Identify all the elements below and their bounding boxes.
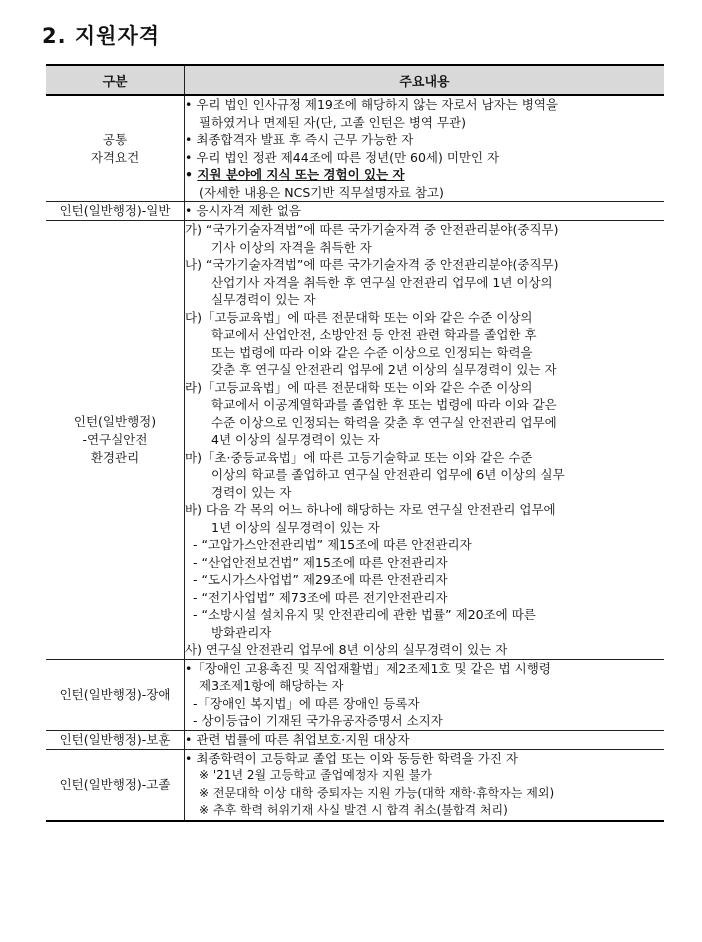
- item-continuation: 1년 이상의 실무경력이 있는 자: [211, 519, 380, 535]
- item-continuation: 학교에서 산업안전, 소방안전 등 안전 관련 학과를 졸업한 후: [211, 327, 537, 342]
- dash-item: -「장애인 복지법」에 따른 장애인 등록자: [193, 695, 420, 711]
- row-category: [46, 95, 185, 202]
- bullet-item: • 우리 법인 인사규정 제19조에 해당하지 않는 자로서 남자는 병역을: [185, 97, 558, 112]
- row-content: [185, 95, 665, 202]
- bullet-item: • 관련 법률에 따른 취업보호·지원 대상자: [185, 731, 410, 747]
- category-label: 인턴(일반행정)-일반: [59, 203, 171, 218]
- numbered-item: 마)「초·중등교육법」에 따른 고등기술학교 또는 이와 같은 수준: [185, 449, 533, 465]
- table-row: [46, 749, 664, 821]
- note-item: ※ 전문대학 이상 대학 중퇴자는 지원 가능(대학 재학·휴학자는 제외): [199, 785, 555, 800]
- bullet-item: • 응시자격 제한 없음: [185, 203, 301, 219]
- bullet-item: • 우리 법인 정관 제44조에 따른 정년(만 60세) 미만인 자: [185, 149, 500, 165]
- category-label: 인턴(일반행정)-고졸: [59, 776, 171, 792]
- bullet-item: • 최종학력이 고등학교 졸업 또는 이와 동등한 학력을 가진 자: [185, 750, 518, 766]
- table-header-row: [46, 65, 664, 95]
- bullet-marker: •: [185, 167, 198, 182]
- numbered-item: 바) 다음 각 목의 어느 하나에 해당하는 자로 연구실 안전관리 업무에: [185, 502, 556, 517]
- table-row: [46, 659, 664, 730]
- row-category: [46, 730, 185, 749]
- table-row: [46, 95, 664, 202]
- category-label: 인턴(일반행정)-보훈: [59, 731, 171, 747]
- category-label: 공통: [102, 131, 128, 147]
- row-content: [185, 730, 665, 749]
- bullet-item: • 최종합격자 발표 후 즉시 근무 가능한 자: [185, 132, 414, 147]
- item-continuation: 이상의 학교를 졸업하고 연구실 안전관리 업무에 6년 이상의 실무: [211, 467, 565, 482]
- row-category: [46, 749, 185, 821]
- numbered-item: 라)「고등교육법」에 따른 전문대학 또는 이와 같은 수준 이상의: [185, 379, 533, 395]
- page-title: 2. 지원자격: [42, 24, 161, 48]
- item-continuation: 학교에서 이공계열학과를 졸업한 후 또는 법령에 따라 이와 같은: [211, 397, 557, 412]
- eligibility-table: [46, 64, 664, 822]
- table-row: [46, 221, 664, 660]
- item-continuation: 산업기사 자격을 취득한 후 연구실 안전관리 업무에 1년 이상의: [211, 274, 553, 290]
- table-row: [46, 730, 664, 749]
- item-continuation: 방화관리자: [211, 624, 272, 640]
- item-continuation: 경력이 있는 자: [211, 484, 292, 500]
- dash-item: - 상이등급이 기재된 국가유공자증명서 소지자: [193, 713, 443, 728]
- category-label: 환경관리: [90, 449, 140, 465]
- column-header-content: 주요내용: [185, 65, 665, 95]
- numbered-item: 사) 연구실 안전관리 업무에 8년 이상의 실무경력이 있는 자: [185, 642, 508, 657]
- row-content: [185, 202, 665, 221]
- dash-item: - “도시가스사업법” 제29조에 따른 안전관리자: [193, 572, 448, 587]
- row-category: [46, 202, 185, 221]
- row-category: [46, 221, 185, 660]
- numbered-item: 가) “국가기술자격법”에 따른 국가기술자격 중 안전관리분야(중직무): [185, 222, 559, 237]
- numbered-item: 나) “국가기술자격법”에 따른 국가기술자격 중 안전관리분야(중직무): [185, 257, 559, 272]
- item-continuation: 필하였거나 면제된 자(단, 고졸 인턴은 병역 무관): [199, 114, 466, 130]
- row-content: [185, 659, 665, 730]
- row-content: [185, 221, 665, 660]
- item-continuation: 수준 이상으로 인정되는 학력을 갖춘 후 연구실 안전관리 업무에: [211, 414, 557, 430]
- item-continuation: (자세한 내용은 NCS기반 직무설명자료 참고): [199, 184, 444, 200]
- numbered-item: 다)「고등교육법」에 따른 전문대학 또는 이와 같은 수준 이상의: [185, 309, 533, 325]
- category-label: -연구실안전: [82, 431, 148, 447]
- emphasis-text: 지원 분야에 지식 또는 경험이 있는 자: [197, 167, 405, 182]
- note-item: ※ 추후 학력 허위기재 사실 발견 시 합격 취소(불합격 처리): [199, 803, 508, 817]
- bullet-item: •「장애인 고용촉진 및 직업재활법」제2조제1호 및 같은 법 시행령: [185, 660, 551, 676]
- table-body: [46, 95, 664, 821]
- item-continuation: 4년 이상의 실무경력이 있는 자: [211, 432, 380, 447]
- dash-item: - “고압가스안전관리법” 제15조에 따른 안전관리자: [193, 537, 472, 552]
- dash-item: - “소방시설 설치유지 및 안전관리에 관한 법률” 제20조에 따른: [193, 607, 536, 622]
- item-continuation: 기사 이상의 자격을 취득한 자: [211, 239, 372, 255]
- dash-item: - “산업안전보건법” 제15조에 따른 안전관리자: [193, 554, 448, 570]
- item-continuation: 또는 법령에 따라 이와 같은 수준 이상으로 인정되는 학력을: [211, 344, 533, 360]
- dash-item: - “전기사업법” 제73조에 따른 전기안전관리자: [193, 589, 448, 605]
- item-continuation: 실무경력이 있는 자: [211, 292, 316, 307]
- bullet-item-emphasis: [185, 166, 664, 184]
- item-continuation: 갖춘 후 연구실 안전관리 업무에 2년 이상의 실무경력이 있는 자: [211, 362, 557, 377]
- table-row: [46, 202, 664, 221]
- category-label: 인턴(일반행정): [73, 413, 157, 429]
- category-label: 인턴(일반행정)-장애: [59, 686, 171, 702]
- note-item: ※ '21년 2월 고등학교 졸업예정자 지원 불가: [199, 768, 433, 782]
- column-header-category: 구분: [46, 65, 185, 95]
- row-content: [185, 749, 665, 821]
- row-category: [46, 659, 185, 730]
- category-label: 자격요건: [90, 149, 140, 165]
- item-continuation: 제3조제1항에 해당하는 자: [199, 678, 344, 693]
